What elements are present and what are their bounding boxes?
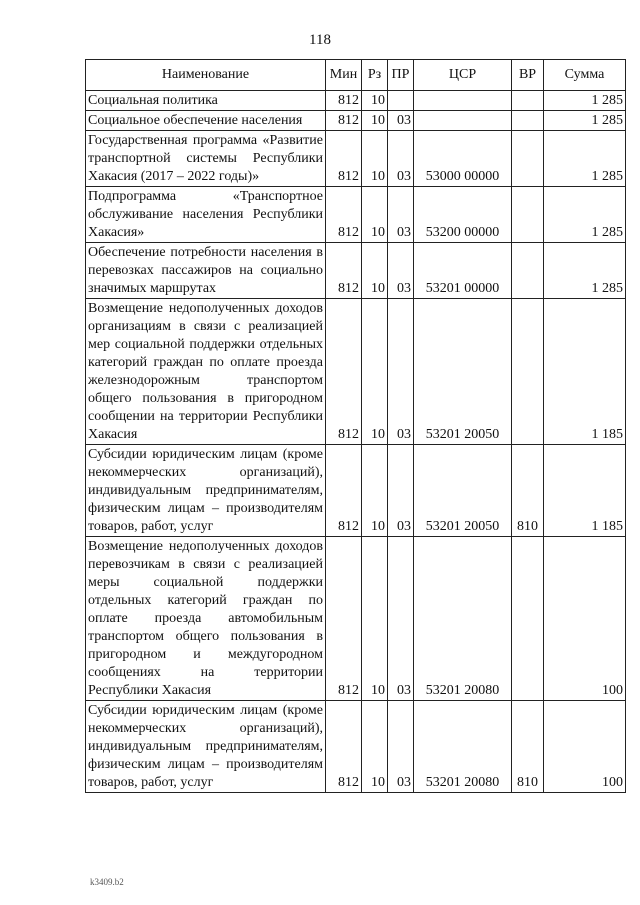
row-min: 812 bbox=[326, 131, 362, 187]
row-pr: 03 bbox=[388, 299, 414, 445]
table-row bbox=[86, 91, 626, 111]
row-vr: 810 bbox=[512, 701, 544, 793]
row-pr: 03 bbox=[388, 187, 414, 243]
row-name: Социальное обеспечение населения bbox=[86, 111, 326, 131]
row-min: 812 bbox=[326, 243, 362, 299]
row-pr: 03 bbox=[388, 701, 414, 793]
row-pr: 03 bbox=[388, 131, 414, 187]
row-name: Возмещение недополученных доходов организациям в связи с реализацией мер социальной поддержки отдельных категорий граждан по оплате проезда железнодорожным транспортом общего пользования в пригородном сообщении на территории Республики Хакасия bbox=[86, 299, 326, 445]
row-csr: 53201 20080 bbox=[414, 701, 512, 793]
row-sum: 1 285 bbox=[544, 187, 626, 243]
table-row bbox=[86, 131, 626, 187]
row-rz: 10 bbox=[362, 445, 388, 537]
row-pr: 03 bbox=[388, 243, 414, 299]
row-csr: 53201 20050 bbox=[414, 445, 512, 537]
row-csr: 53201 00000 bbox=[414, 243, 512, 299]
row-vr bbox=[512, 537, 544, 701]
col-header-name: Наименование bbox=[86, 60, 326, 91]
row-csr bbox=[414, 91, 512, 111]
row-rz: 10 bbox=[362, 243, 388, 299]
table-row bbox=[86, 243, 626, 299]
row-name: Подпрограмма «Транспортное обслуживание населения Республики Хакасия» bbox=[86, 187, 326, 243]
row-csr bbox=[414, 111, 512, 131]
row-vr bbox=[512, 111, 544, 131]
col-header-rz: Рз bbox=[362, 60, 388, 91]
page-number: 118 bbox=[309, 32, 331, 48]
row-vr: 810 bbox=[512, 445, 544, 537]
budget-table bbox=[85, 59, 626, 793]
row-name: Обеспечение потребности населения в перевозках пассажиров на социально значимых маршрутах bbox=[86, 243, 326, 299]
row-pr: 03 bbox=[388, 111, 414, 131]
row-rz: 10 bbox=[362, 111, 388, 131]
table-row bbox=[86, 299, 626, 445]
row-name: Субсидии юридическим лицам (кроме некоммерческих организаций), индивидуальным предпринимателям, физическим лицам – производителям товаров, работ, услуг bbox=[86, 701, 326, 793]
table-row bbox=[86, 187, 626, 243]
table-row bbox=[86, 537, 626, 701]
row-pr bbox=[388, 91, 414, 111]
table-header bbox=[86, 60, 626, 91]
row-csr: 53201 20050 bbox=[414, 299, 512, 445]
row-rz: 10 bbox=[362, 91, 388, 111]
row-sum: 100 bbox=[544, 701, 626, 793]
col-header-pr: ПР bbox=[388, 60, 414, 91]
row-vr bbox=[512, 187, 544, 243]
row-sum: 1 185 bbox=[544, 445, 626, 537]
row-sum: 1 285 bbox=[544, 131, 626, 187]
row-min: 812 bbox=[326, 701, 362, 793]
row-sum: 1 285 bbox=[544, 91, 626, 111]
col-header-min: Мин bbox=[326, 60, 362, 91]
row-sum: 1 185 bbox=[544, 299, 626, 445]
row-csr: 53200 00000 bbox=[414, 187, 512, 243]
row-vr bbox=[512, 299, 544, 445]
row-min: 812 bbox=[326, 111, 362, 131]
row-sum: 100 bbox=[544, 537, 626, 701]
col-header-csr: ЦСР bbox=[414, 60, 512, 91]
row-csr: 53000 00000 bbox=[414, 131, 512, 187]
col-header-vr: ВР bbox=[512, 60, 544, 91]
row-vr bbox=[512, 131, 544, 187]
footer-code: k3409.b2 bbox=[90, 877, 124, 887]
row-rz: 10 bbox=[362, 537, 388, 701]
row-rz: 10 bbox=[362, 701, 388, 793]
table-row bbox=[86, 111, 626, 131]
row-min: 812 bbox=[326, 91, 362, 111]
row-name: Субсидии юридическим лицам (кроме некоммерческих организаций), индивидуальным предпринимателям, физическим лицам – производителям товаров, работ, услуг bbox=[86, 445, 326, 537]
row-rz: 10 bbox=[362, 131, 388, 187]
row-vr bbox=[512, 243, 544, 299]
col-header-sum: Сумма bbox=[544, 60, 626, 91]
row-pr: 03 bbox=[388, 537, 414, 701]
row-min: 812 bbox=[326, 445, 362, 537]
row-min: 812 bbox=[326, 187, 362, 243]
row-sum: 1 285 bbox=[544, 243, 626, 299]
row-csr: 53201 20080 bbox=[414, 537, 512, 701]
row-pr: 03 bbox=[388, 445, 414, 537]
row-name: Социальная политика bbox=[86, 91, 326, 111]
table-body bbox=[86, 91, 626, 793]
header-row bbox=[86, 60, 626, 91]
row-sum: 1 285 bbox=[544, 111, 626, 131]
row-rz: 10 bbox=[362, 299, 388, 445]
row-min: 812 bbox=[326, 537, 362, 701]
row-min: 812 bbox=[326, 299, 362, 445]
table-row bbox=[86, 445, 626, 537]
table-row bbox=[86, 701, 626, 793]
row-rz: 10 bbox=[362, 187, 388, 243]
row-vr bbox=[512, 91, 544, 111]
row-name: Возмещение недополученных доходов перевозчикам в связи с реализацией меры социальной поддержки отдельных категорий граждан по оплате проезда автомобильным транспортом общего пользования в пригородном и междугородном сообщениях на территории Республики Хакасия bbox=[86, 537, 326, 701]
row-name: Государственная программа «Развитие транспортной системы Республики Хакасия (2017 – 2022 годы)» bbox=[86, 131, 326, 187]
